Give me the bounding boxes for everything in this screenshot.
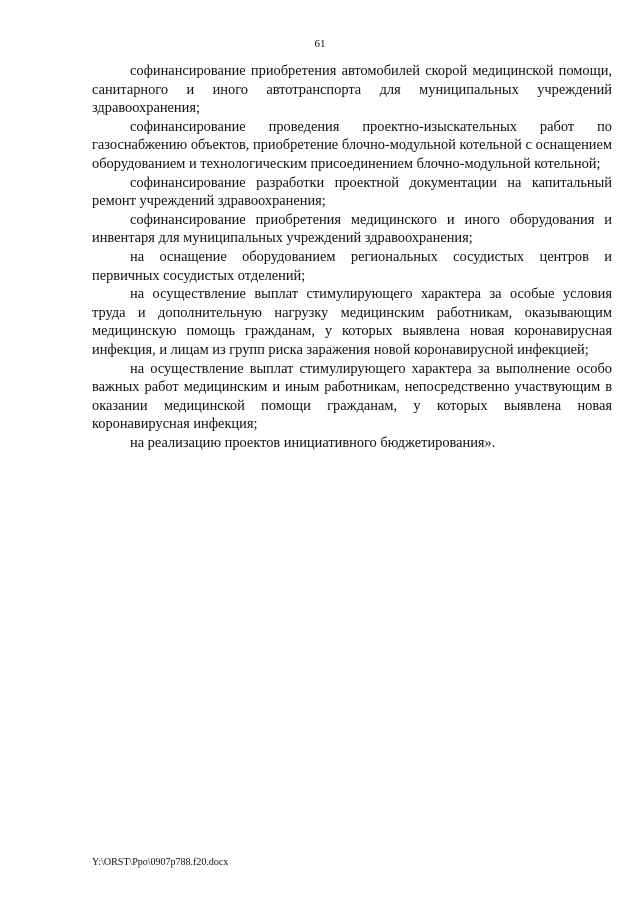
document-body (92, 62, 612, 452)
paragraph-equipment-cofinancing: софинансирование приобретения медицинского и иного оборудования и инвентаря для муниципальных учреждений здравоохранения; (92, 211, 612, 247)
paragraph-special-conditions-payments: на осуществление выплат стимулирующего характера за особые условия труда и дополнительную нагрузку медицинским работникам, оказывающим медицинскую помощь гражданам, у которых выявлена новая коронавирусная инфекция, и лицам из групп риска заражения новой коронавирусной инфекцией; (92, 286, 612, 358)
paragraph-ambulance-cofinancing: софинансирование приобретения автомобилей скорой медицинской помощи, санитарного и иного автотранспорта для муниципальных учреждений здравоохранения; (92, 63, 612, 117)
paragraph-initiative-budgeting: на реализацию проектов инициативного бюджетирования». (130, 434, 496, 451)
paragraph-vascular-centers-equipment: на оснащение оборудованием региональных сосудистых центров и первичных сосудистых отделений; (92, 248, 612, 284)
paragraph-important-work-payments: на осуществление выплат стимулирующего характера за выполнение особо важных работ медицинским и иным работникам, непосредственно участвующим в оказании медицинской помощи гражданам, у которых выявлена новая коронавирусная инфекция; (92, 360, 612, 433)
paragraph-gas-supply-cofinancing: софинансирование проведения проектно-изыскательных работ по газоснабжению объектов, приобретение блочно-модульной котельной с оснащением оборудованием и технологическим присоединением блочно-модульной котельной; (92, 118, 612, 172)
page-number: 61 (314, 38, 326, 50)
paragraph-design-documentation-cofinancing: софинансирование разработки проектной документации на капитальный ремонт учреждений здравоохранения; (92, 174, 612, 210)
footer-file-path: Y:\ORST\Ppo\0907p788.f20.docx (92, 857, 229, 868)
